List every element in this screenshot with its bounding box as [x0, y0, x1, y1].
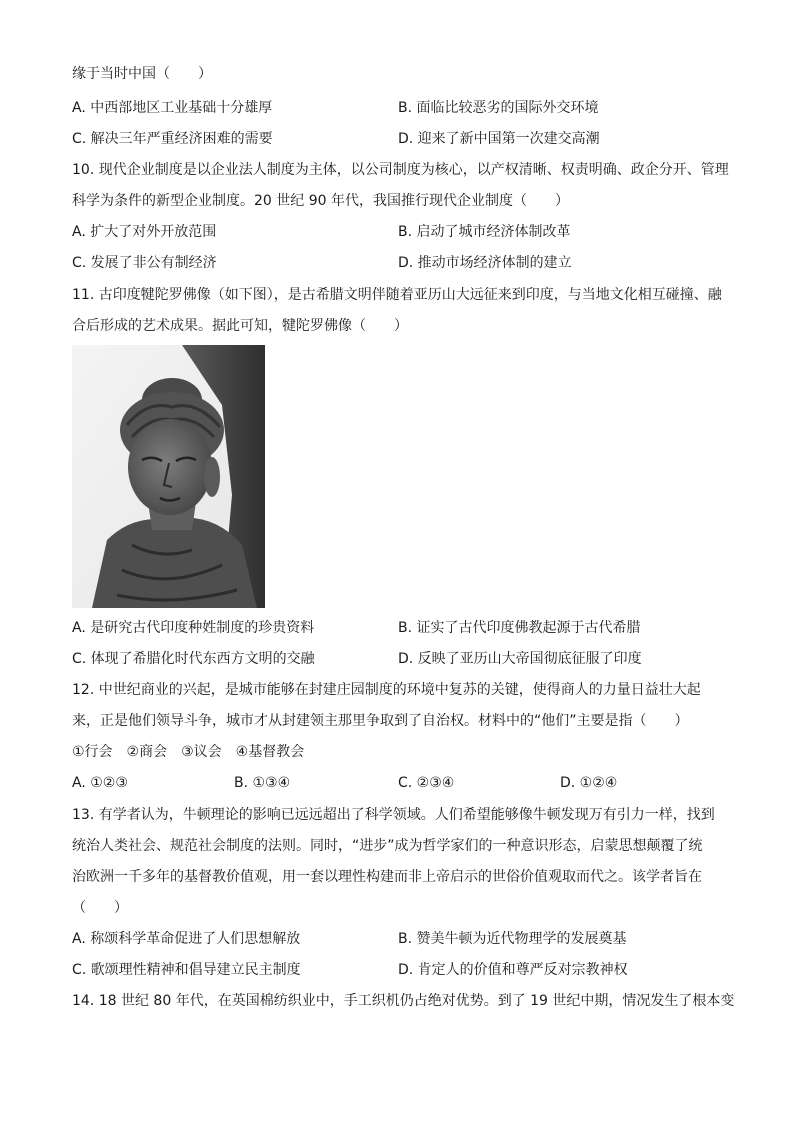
q9-stem-tail: 缘于当时中国（ ） — [72, 66, 212, 82]
q14-stem-line1: 14. 18 世纪 80 年代，在英国棉纺织业中，手工织机仍占绝对优势。到了 19 世纪中期，情况发生了根本变 — [72, 993, 735, 1009]
q9-option-a: A. 中西部地区工业基础十分雄厚 — [72, 100, 273, 116]
q9-option-c: C. 解决三年严重经济困难的需要 — [72, 131, 273, 147]
q10-option-a: A. 扩大了对外开放范围 — [72, 224, 217, 240]
q9-option-d: D. 迎来了新中国第一次建交高潮 — [398, 131, 600, 147]
q12-option-b: B. ①③④ — [234, 775, 291, 791]
q10-option-c: C. 发展了非公有制经济 — [72, 255, 217, 271]
q13-option-d: D. 肯定人的价值和尊严反对宗教神权 — [398, 962, 628, 978]
q12-items: ①行会 ②商会 ③议会 ④基督教会 — [72, 744, 305, 760]
q11-option-c: C. 体现了希腊化时代东西方文明的交融 — [72, 651, 315, 667]
q10-stem-line1: 10. 现代企业制度是以企业法人制度为主体，以公司制度为核心，以产权清晰、权责明确、政企分开、管理 — [72, 162, 729, 178]
q13-option-b: B. 赞美牛顿为近代物理学的发展奠基 — [398, 931, 627, 947]
q13-stem-line2: 统治人类社会、规范社会制度的法则。同时，“进步”成为哲学家们的一种意识形态，启蒙思想颠覆了统 — [72, 838, 703, 854]
q12-option-a: A. ①②③ — [72, 775, 128, 791]
q9-option-b: B. 面临比较恶劣的国际外交环境 — [398, 100, 599, 116]
q13-stem-line3: 治欧洲一千多年的基督教价值观，用一套以理性构建而非上帝启示的世俗价值观取而代之。该学者旨在 — [72, 869, 702, 885]
q11-option-b: B. 证实了古代印度佛教起源于古代希腊 — [398, 620, 641, 636]
buddha-statue-image — [72, 345, 265, 608]
q10-option-d: D. 推动市场经济体制的建立 — [398, 255, 572, 271]
q12-stem-line2: 来，正是他们领导斗争，城市才从封建领主那里争取到了自治权。材料中的“他们”主要是指（ ） — [72, 713, 689, 729]
q12-option-d: D. ①②④ — [560, 775, 618, 791]
q13-stem-line1: 13. 有学者认为，牛顿理论的影响已远远超出了科学领域。人们希望能够像牛顿发现万有引力一样，找到 — [72, 807, 715, 823]
q12-option-c: C. ②③④ — [398, 775, 455, 791]
q13-option-c: C. 歌颂理性精神和倡导建立民主制度 — [72, 962, 301, 978]
q10-option-b: B. 启动了城市经济体制改革 — [398, 224, 571, 240]
q12-stem-line1: 12. 中世纪商业的兴起，是城市能够在封建庄园制度的环境中复苏的关键，使得商人的力量日益壮大起 — [72, 682, 701, 698]
q11-stem-line1: 11. 古印度犍陀罗佛像（如下图），是古希腊文明伴随着亚历山大远征来到印度，与当地文化相互碰撞、融 — [72, 287, 722, 303]
q13-option-a: A. 称颂科学革命促进了人们思想解放 — [72, 931, 301, 947]
q11-option-a: A. 是研究古代印度种姓制度的珍贵资料 — [72, 620, 315, 636]
q11-option-d: D. 反映了亚历山大帝国彻底征服了印度 — [398, 651, 642, 667]
q10-stem-line2: 科学为条件的新型企业制度。20 世纪 90 年代，我国推行现代企业制度（ ） — [72, 193, 569, 209]
q11-stem-line2: 合后形成的艺术成果。据此可知，犍陀罗佛像（ ） — [72, 318, 408, 334]
q13-stem-line4: （ ） — [72, 900, 128, 916]
